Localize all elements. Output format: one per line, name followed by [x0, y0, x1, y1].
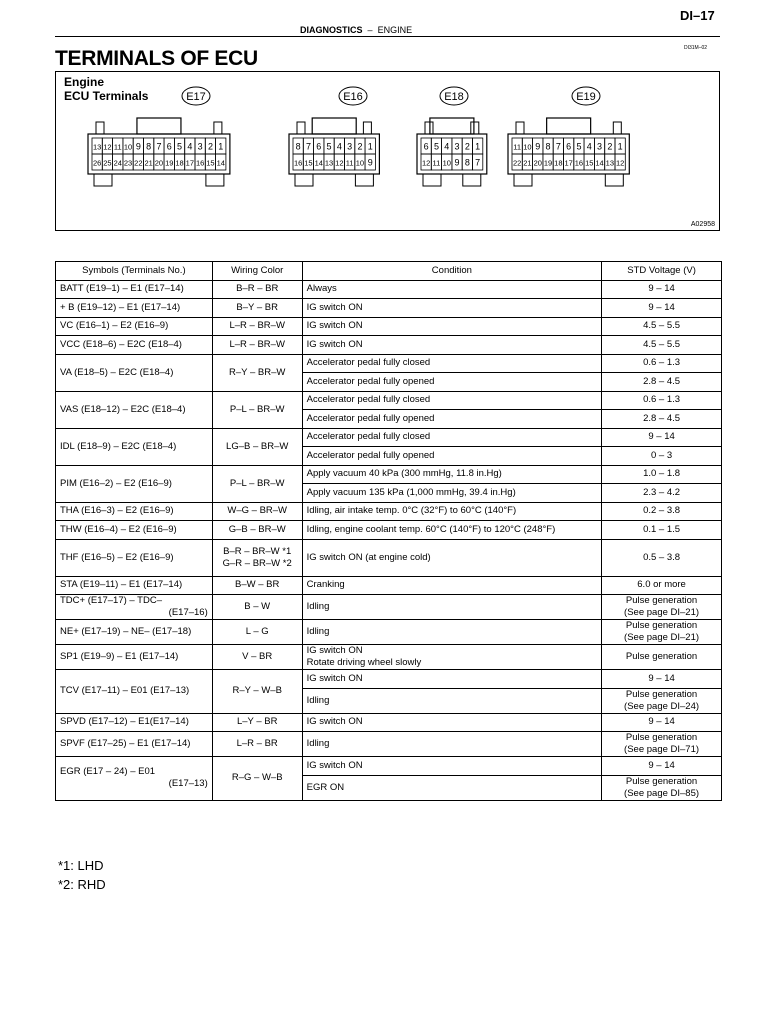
terminal-number: 9	[535, 141, 541, 152]
condition-cell: IG switch ON	[302, 299, 601, 318]
wiring-cell: P–L – BR–W	[212, 465, 302, 502]
terminal-number: 7	[156, 141, 162, 152]
symbol-cell: NE+ (E17–19) – NE– (E17–18)	[56, 620, 213, 645]
symbol-cell: BATT (E19–1) – E1 (E17–14)	[56, 280, 213, 299]
header-condition: Condition	[302, 262, 601, 281]
table-row	[56, 502, 722, 521]
connector-latch	[312, 118, 356, 134]
symbol-cell: SPVD (E17–12) – E1(E17–14)	[56, 713, 213, 732]
section-name: DIAGNOSTICS	[300, 25, 363, 35]
terminal-number: 21	[144, 158, 153, 168]
symbol-cell: SP1 (E19–9) – E1 (E17–14)	[56, 645, 213, 670]
line: IG switch ON	[306, 645, 363, 656]
voltage-cell: 0.2 – 3.8	[602, 502, 722, 521]
condition-cell: Accelerator pedal fully opened	[302, 447, 601, 466]
symbol-cell	[56, 595, 213, 620]
voltage-cell: 4.5 – 5.5	[602, 336, 722, 355]
header-wiring: Wiring Color	[212, 262, 302, 281]
terminal-number: 15	[206, 158, 215, 168]
voltage-cell: 9 – 14	[602, 299, 722, 318]
voltage-cell: 0.6 – 1.3	[602, 354, 722, 373]
connector-tab	[471, 122, 479, 134]
footnotes	[58, 856, 106, 894]
terminal-number: 9	[454, 157, 460, 168]
condition-cell: Idling	[302, 620, 601, 645]
terminal-number: 2	[464, 141, 470, 152]
wiring-cell: L–Y – BR	[212, 713, 302, 732]
condition-cell: Idling	[302, 732, 601, 757]
terminal-number: 16	[195, 158, 205, 168]
connector-name: E19	[576, 91, 596, 103]
condition-cell: Idling, air intake temp. 0°C (32°F) to 60°C (140°F)	[302, 502, 601, 521]
line: Pulse generation	[625, 775, 698, 787]
terminal-table	[55, 261, 722, 801]
terminal-number: 13	[324, 158, 334, 168]
terminal-number: 10	[442, 158, 451, 168]
terminal-number: 15	[304, 158, 313, 168]
terminal-number: 5	[433, 141, 439, 152]
terminal-number: 3	[454, 141, 460, 152]
voltage-cell: 1.0 – 1.8	[602, 465, 722, 484]
terminal-number: 20	[154, 158, 164, 168]
terminal-number: 15	[585, 158, 594, 168]
voltage-cell: 4.5 – 5.5	[602, 317, 722, 336]
condition-cell: Apply vacuum 40 kPa (300 mmHg, 11.8 in.Hg)	[302, 465, 601, 484]
voltage-cell: 9 – 14	[602, 428, 722, 447]
table-row	[56, 299, 722, 318]
terminal-number: 10	[123, 142, 133, 152]
symbol-cell: THF (E16–5) – E2 (E16–9)	[56, 539, 213, 576]
table-row	[56, 645, 722, 670]
terminal-number: 10	[355, 158, 365, 168]
terminal-number: 16	[293, 158, 303, 168]
terminal-number: 10	[523, 142, 532, 152]
connector-tab	[96, 122, 104, 134]
condition-cell: IG switch ON	[302, 713, 601, 732]
condition-cell: Idling	[302, 595, 601, 620]
terminal-number: 9	[135, 141, 141, 152]
voltage-cell: 0.5 – 3.8	[602, 539, 722, 576]
condition-cell: Accelerator pedal fully opened	[302, 410, 601, 429]
terminal-number: 2	[607, 141, 613, 152]
wiring-cell: P–L – BR–W	[212, 391, 302, 428]
connector-tab	[363, 122, 371, 134]
terminal-number: 5	[326, 141, 332, 152]
line: Pulse generation	[625, 595, 698, 606]
wiring-cell: L – G	[212, 620, 302, 645]
terminal-number: 22	[134, 158, 143, 168]
condition-cell: Accelerator pedal fully closed	[302, 354, 601, 373]
connector-foot	[355, 174, 373, 186]
header-rule	[55, 36, 720, 37]
table-row	[56, 317, 722, 336]
terminal-number: 8	[146, 141, 152, 152]
terminal-number: 1	[475, 141, 481, 152]
voltage-cell: Pulse generation	[602, 645, 722, 670]
terminal-number: 12	[615, 158, 625, 168]
line: G–R – BR–W *2	[222, 557, 292, 569]
terminal-number: 5	[576, 141, 582, 152]
symbol-cell: THA (E16–3) – E2 (E16–9)	[56, 502, 213, 521]
connector-foot	[605, 174, 623, 186]
connector-latch	[430, 118, 474, 134]
line: (See page DI–21)	[624, 607, 700, 618]
voltage-cell: 0.6 – 1.3	[602, 391, 722, 410]
condition-cell: EGR ON	[302, 775, 601, 800]
connector-tab	[516, 122, 524, 134]
terminal-number: 18	[175, 158, 184, 168]
wiring-cell	[212, 539, 302, 576]
terminal-number: 1	[617, 141, 623, 152]
terminal-number: 7	[475, 157, 481, 168]
condition-cell: Accelerator pedal fully opened	[302, 373, 601, 392]
line: (See page DI–71)	[624, 744, 700, 755]
ecu-terminal-diagram	[55, 71, 720, 231]
connector-tab	[425, 122, 433, 134]
symbol-cell: STA (E19–11) – E1 (E17–14)	[56, 576, 213, 595]
terminal-number: 22	[512, 158, 522, 168]
terminal-number: 4	[586, 141, 592, 152]
symbol-cell: THW (E16–4) – E2 (E16–9)	[56, 521, 213, 540]
wiring-cell: B – W	[212, 595, 302, 620]
wiring-cell: G–B – BR–W	[212, 521, 302, 540]
table-row	[56, 280, 722, 299]
condition-cell	[302, 645, 601, 670]
connector-foot	[463, 174, 481, 186]
wiring-cell: B–W – BR	[212, 576, 302, 595]
terminal-number: 1	[367, 141, 373, 152]
wiring-cell: L–R – BR	[212, 732, 302, 757]
connector-name: E18	[444, 91, 464, 103]
table-row	[56, 713, 722, 732]
wiring-cell: W–G – BR–W	[212, 502, 302, 521]
terminal-number: 6	[166, 141, 172, 152]
terminal-number: 11	[432, 158, 441, 168]
subsection-name: ENGINE	[377, 25, 413, 35]
terminal-number: 2	[357, 141, 363, 152]
table-row	[56, 595, 722, 620]
line: TDC+ (E17–17) – TDC–	[60, 595, 162, 606]
connector-tab	[613, 122, 621, 134]
voltage-cell: 6.0 or more	[602, 576, 722, 595]
symbol-cell: VAS (E18–12) – E2C (E18–4)	[56, 391, 213, 428]
section-header	[300, 25, 412, 35]
table-row	[56, 539, 722, 576]
terminal-number: 14	[595, 158, 604, 168]
table-row	[56, 670, 722, 689]
condition-cell: Apply vacuum 135 kPa (1,000 mmHg, 39.4 in.Hg)	[302, 484, 601, 503]
terminal-number: 3	[597, 141, 603, 152]
line: (See page DI–21)	[624, 632, 700, 643]
terminal-number: 13	[92, 142, 102, 152]
terminal-number: 11	[513, 142, 522, 152]
terminal-number: 4	[187, 141, 193, 152]
terminal-number: 24	[113, 158, 122, 168]
terminal-number: 7	[555, 141, 561, 152]
terminal-number: 20	[533, 158, 542, 168]
terminal-number: 16	[574, 158, 584, 168]
terminal-number: 5	[177, 141, 183, 152]
wiring-cell: V – BR	[212, 645, 302, 670]
table-row	[56, 757, 722, 776]
voltage-cell: 9 – 14	[602, 757, 722, 776]
diagram-label-line2: ECU Terminals	[64, 89, 149, 103]
terminal-number: 12	[335, 158, 344, 168]
line: EGR (E17 – 24) – E01	[60, 766, 156, 778]
terminal-number: 3	[197, 141, 203, 152]
table-body	[56, 280, 722, 800]
voltage-cell	[602, 732, 722, 757]
terminal-number: 6	[566, 141, 572, 152]
table-row	[56, 428, 722, 447]
symbol-cell: VA (E18–5) – E2C (E18–4)	[56, 354, 213, 391]
voltage-cell	[602, 775, 722, 800]
condition-cell: Idling, engine coolant temp. 60°C (140°F) to 120°C (248°F)	[302, 521, 601, 540]
terminal-number: 11	[113, 142, 122, 152]
terminal-number: 17	[185, 158, 195, 168]
line: Pulse generation	[625, 732, 698, 743]
terminal-number: 4	[444, 141, 450, 152]
connector-latch	[547, 118, 591, 134]
terminal-number: 26	[92, 158, 102, 168]
table-row	[56, 521, 722, 540]
table-row	[56, 391, 722, 410]
connector-foot	[94, 174, 112, 186]
line: (See page DI–85)	[624, 787, 700, 799]
line: Pulse generation	[625, 688, 698, 700]
wiring-cell: R–Y – BR–W	[212, 354, 302, 391]
line: Pulse generation	[625, 620, 698, 631]
terminal-number: 23	[123, 158, 133, 168]
voltage-cell	[602, 595, 722, 620]
condition-cell: IG switch ON (at engine cold)	[302, 539, 601, 576]
condition-cell: Cranking	[302, 576, 601, 595]
line: (See page DI–24)	[624, 700, 700, 712]
terminal-number: 4	[336, 141, 342, 152]
table-header-row	[56, 262, 722, 281]
section-separator: –	[367, 25, 373, 35]
voltage-cell	[602, 688, 722, 713]
header-symbols: Symbols (Terminals No.)	[56, 262, 213, 281]
connector-foot	[423, 174, 441, 186]
condition-cell: Idling	[302, 688, 601, 713]
condition-cell: IG switch ON	[302, 757, 601, 776]
terminal-number: 6	[316, 141, 322, 152]
wiring-cell: R–Y – W–B	[212, 670, 302, 714]
wiring-cell: B–R – BR	[212, 280, 302, 299]
condition-cell: Accelerator pedal fully closed	[302, 391, 601, 410]
terminal-number: 25	[103, 158, 112, 168]
connector-tab	[214, 122, 222, 134]
table-row	[56, 576, 722, 595]
terminal-number: 18	[554, 158, 563, 168]
voltage-cell: 0 – 3	[602, 447, 722, 466]
table-row	[56, 336, 722, 355]
terminal-number: 2	[207, 141, 213, 152]
voltage-cell: 9 – 14	[602, 713, 722, 732]
condition-cell: IG switch ON	[302, 317, 601, 336]
voltage-cell: 2.8 – 4.5	[602, 373, 722, 392]
condition-cell: Accelerator pedal fully closed	[302, 428, 601, 447]
connector-name: E16	[343, 91, 363, 103]
terminal-number: 19	[543, 158, 553, 168]
page-title: TERMINALS OF ECU	[55, 47, 258, 70]
terminal-number: 1	[218, 141, 224, 152]
table-row	[56, 732, 722, 757]
terminal-number: 3	[347, 141, 353, 152]
line: (E17–16)	[168, 607, 208, 618]
connector-drawing	[56, 72, 719, 230]
voltage-cell	[602, 620, 722, 645]
page-number: DI–17	[680, 8, 715, 23]
voltage-cell: 2.8 – 4.5	[602, 410, 722, 429]
voltage-cell: 2.3 – 4.2	[602, 484, 722, 503]
voltage-cell: 9 – 14	[602, 670, 722, 689]
terminal-number: 14	[216, 158, 225, 168]
footnote-lhd: *1: LHD	[58, 858, 104, 873]
terminal-number: 11	[345, 158, 354, 168]
connector-foot	[514, 174, 532, 186]
terminal-number: 14	[314, 158, 323, 168]
connector-latch	[137, 118, 181, 134]
voltage-cell: 9 – 14	[602, 280, 722, 299]
symbol-cell: + B (E19–12) – E1 (E17–14)	[56, 299, 213, 318]
condition-cell: IG switch ON	[302, 670, 601, 689]
wiring-cell: R–G – W–B	[212, 757, 302, 801]
terminal-number: 13	[605, 158, 615, 168]
connector-tab	[297, 122, 305, 134]
terminal-number: 8	[295, 141, 301, 152]
symbol-cell: IDL (E18–9) – E2C (E18–4)	[56, 428, 213, 465]
footnote-rhd: *2: RHD	[58, 877, 106, 892]
symbol-cell: VC (E16–1) – E2 (E16–9)	[56, 317, 213, 336]
connector-foot	[295, 174, 313, 186]
terminal-number: 12	[103, 142, 112, 152]
terminal-number: 12	[421, 158, 431, 168]
condition-cell: IG switch ON	[302, 336, 601, 355]
header-voltage: STD Voltage (V)	[602, 262, 722, 281]
wiring-cell: B–Y – BR	[212, 299, 302, 318]
table-row	[56, 465, 722, 484]
symbol-cell: TCV (E17–11) – E01 (E17–13)	[56, 670, 213, 714]
table-row	[56, 354, 722, 373]
wiring-cell: L–R – BR–W	[212, 317, 302, 336]
table-row	[56, 620, 722, 645]
symbol-cell	[56, 757, 213, 801]
figure-id: A02958	[690, 221, 715, 228]
terminal-number: 17	[564, 158, 573, 168]
connector-foot	[206, 174, 224, 186]
symbol-cell: PIM (E16–2) – E2 (E16–9)	[56, 465, 213, 502]
line: B–R – BR–W *1	[223, 545, 292, 557]
wiring-cell: L–R – BR–W	[212, 336, 302, 355]
terminal-number: 8	[464, 157, 470, 168]
diagram-label-line1: Engine	[64, 75, 105, 89]
terminal-number: 9	[367, 157, 373, 168]
symbol-cell: VCC (E18–6) – E2C (E18–4)	[56, 336, 213, 355]
line: (E17–13)	[168, 778, 208, 790]
connector-name: E17	[186, 91, 206, 103]
voltage-cell: 0.1 – 1.5	[602, 521, 722, 540]
terminal-number: 21	[523, 158, 532, 168]
wiring-cell: LG–B – BR–W	[212, 428, 302, 465]
terminal-number: 6	[423, 141, 429, 152]
line: Rotate driving wheel slowly	[306, 657, 422, 668]
symbol-cell: SPVF (E17–25) – E1 (E17–14)	[56, 732, 213, 757]
terminal-number: 8	[545, 141, 551, 152]
doc-code: DI31M–02	[684, 45, 708, 51]
condition-cell: Always	[302, 280, 601, 299]
terminal-number: 19	[165, 158, 174, 168]
terminal-number: 7	[305, 141, 311, 152]
